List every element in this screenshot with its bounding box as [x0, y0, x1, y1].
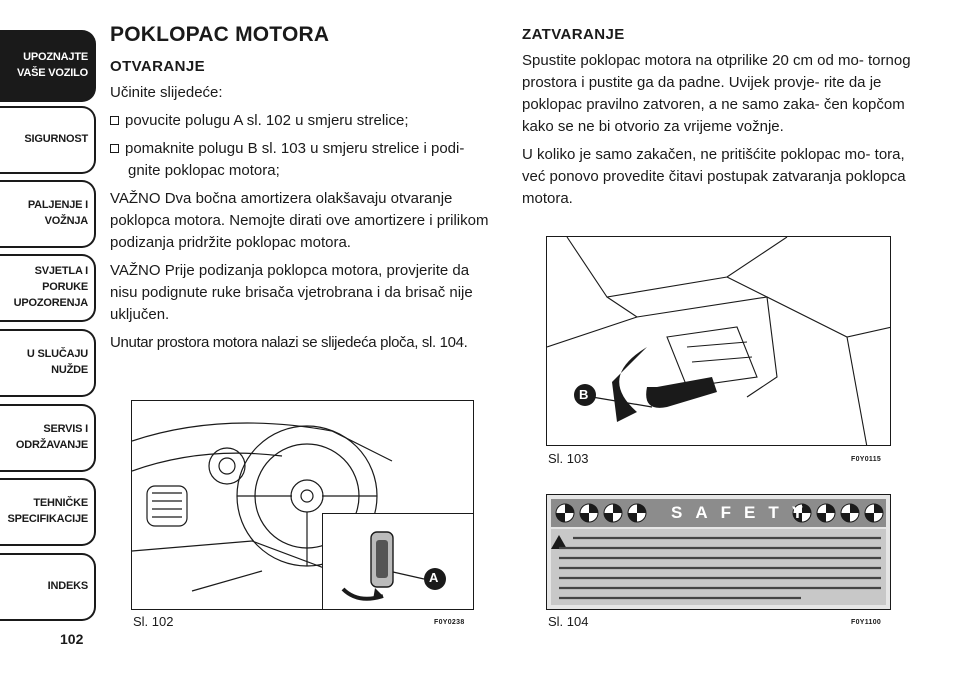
section-title: POKLOPAC MOTORA [110, 23, 330, 46]
tab-servis-i-odrzavanje[interactable] [0, 404, 96, 472]
figure-103-caption: Sl. 103 [548, 451, 589, 466]
safety-plate-header [551, 499, 886, 527]
note-amortizeri: VAŽNO Dva bočna amortizera olakšavaju otvaranje poklopca motora. Nemojte dirati ove amortizere i prilikom podizanja pridržite poklopac motora. [110, 190, 489, 251]
tab-u-slucaju-nuzde[interactable] [0, 329, 96, 397]
tab-sigurnost[interactable] [0, 106, 96, 174]
label-b: B [579, 387, 589, 402]
page-number: 102 [60, 631, 84, 647]
note-ploca: Unutar prostora motora nalazi se slijedeća ploča, sl. 104. [110, 334, 468, 351]
left-column [110, 24, 495, 360]
tab-label: TEHNIČKE SPECIFIKACIJE [7, 497, 88, 525]
safety-plate-body [551, 529, 886, 605]
figure-104-safety-plate [546, 494, 891, 610]
figure-104-code: F0Y1100 [851, 619, 882, 626]
engine-bay-illustration [547, 237, 891, 446]
safety-fine-print [551, 529, 888, 607]
label-a: A [429, 570, 439, 585]
closing-text-2: U koliko je samo zakačen, ne pritišćite poklopac mo- tora, već ponovo provedite čitavi postupak zatvaranja poklopca motora. [522, 146, 906, 207]
note-brisaci: VAŽNO Prije podizanja poklopca motora, provjerite da nisu podignute ruke brisača vjetrobrana i da brisač nije uključen. [110, 262, 473, 323]
tab-label: SIGURNOST [24, 133, 88, 146]
right-column [522, 24, 912, 216]
tab-tehnicke-specifikacije[interactable] [0, 478, 96, 546]
bullet-text: povucite polugu A sl. 102 u smjeru strelice; [125, 112, 409, 129]
figure-104-caption: Sl. 104 [548, 614, 589, 629]
bullet-text: pomaknite polugu B sl. 103 u smjeru strelice i podi- gnite poklopac motora; [125, 140, 465, 179]
tab-label: SERVIS I ODRŽAVANJE [15, 423, 88, 451]
tab-svjetla-i-poruke[interactable] [0, 254, 96, 322]
tab-label: PALJENJE I VOŽNJA [27, 199, 88, 227]
checkbox-bullet-icon [110, 144, 119, 153]
tab-indeks[interactable] [0, 553, 96, 621]
lever-a-detail [323, 514, 473, 609]
bullet-item [110, 110, 495, 132]
figure-102-code: F0Y0238 [434, 619, 465, 626]
detail-inset [322, 513, 474, 610]
tab-label: UPOZNAJTE VAŠE VOZILO [17, 51, 88, 79]
tab-label: INDEKS [47, 580, 88, 593]
figure-102-caption: Sl. 102 [133, 614, 174, 629]
closing-text-1: Spustite poklopac motora na otprilike 20 cm od mo- tornog prostora i pustite ga da padne. Uvijek provje- rite da je poklopac pravilno zatvoren, a ne samo zaka- čen kopčom kako se ne bi otvorio za vrijeme vožnje. [522, 52, 911, 135]
figure-103-code: F0Y0115 [851, 456, 882, 463]
tab-paljenje-i-voznja[interactable] [0, 180, 96, 248]
safety-title: SAFETY [671, 503, 817, 522]
chapter-sidebar [0, 0, 100, 677]
tab-label: SVJETLA I PORUKE UPOZORENJA [13, 265, 88, 309]
checkbox-bullet-icon [110, 116, 119, 125]
subsection-zatvaranje: ZATVARANJE [522, 26, 625, 43]
tab-label: U SLUČAJU NUŽDE [26, 348, 88, 376]
intro-text: Učinite slijedeće: [110, 84, 223, 101]
subsection-otvaranje: OTVARANJE [110, 58, 205, 75]
figure-103-lever-b [546, 236, 891, 446]
tab-upoznajte-vase-vozilo[interactable] [0, 30, 96, 102]
figure-102-lever-a [131, 400, 474, 610]
bullet-item [110, 138, 495, 182]
